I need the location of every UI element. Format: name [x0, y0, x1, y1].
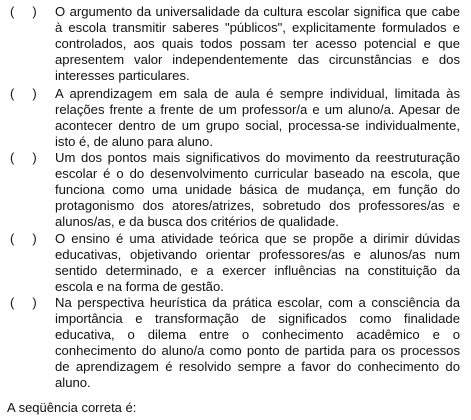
statement-3-text: Um dos pontos mais significativos do movimento da reestruturação escolar é o do desenvolvimento curricular baseado na escola, que funciona como uma unidade básica de mudança, em função do protagonismo dos atores/atrizes, sobretudo dos professores/as e alunos/as, e da busca dos critérios de qualidade. [55, 150, 460, 230]
statement-2-text: A aprendizagem em sala de aula é sempre individual, limitada às relações frente a frente de um professor/a e um aluno/a. Apesar de acontecer dentro de um grupo social, processa-se individualmente, isto é, de aluno para aluno. [55, 86, 460, 150]
answer-blank-2[interactable]: ( ) [10, 86, 37, 101]
statement-4-text: O ensino é uma atividade teórica que se propõe a dirimir dúvidas educativas, objetivando orientar professores/as e alunos/as num sentido determinado, e a exercer influências na constituição da escola e na forma de gestão. [55, 231, 460, 295]
statement-1-text: O argumento da universalidade da cultura escolar significa que cabe à escola transmitir saberes "públicos", explicitamente formulados e controlados, aos quais todos possam ter acesso potencial e que apresentem valor independentemente das circunstâncias e dos interesses particulares. [55, 4, 460, 84]
answer-blank-3[interactable]: ( ) [10, 150, 37, 165]
answer-blank-4[interactable]: ( ) [10, 231, 37, 246]
answer-blank-5[interactable]: ( ) [10, 295, 37, 310]
question-prompt: A seqüência correta é: [7, 400, 137, 415]
answer-blank-1[interactable]: ( ) [10, 4, 37, 19]
statement-5-text: Na perspectiva heurística da prática escolar, com a consciência da importância e transformação de significados como finalidade educativa, o dilema entre o conhecimento acadêmico e o conhecimento do aluno/a como ponto de partida para os processos de aprendizagem é resolvido sempre a favor do conhecimento do aluno. [55, 295, 460, 391]
